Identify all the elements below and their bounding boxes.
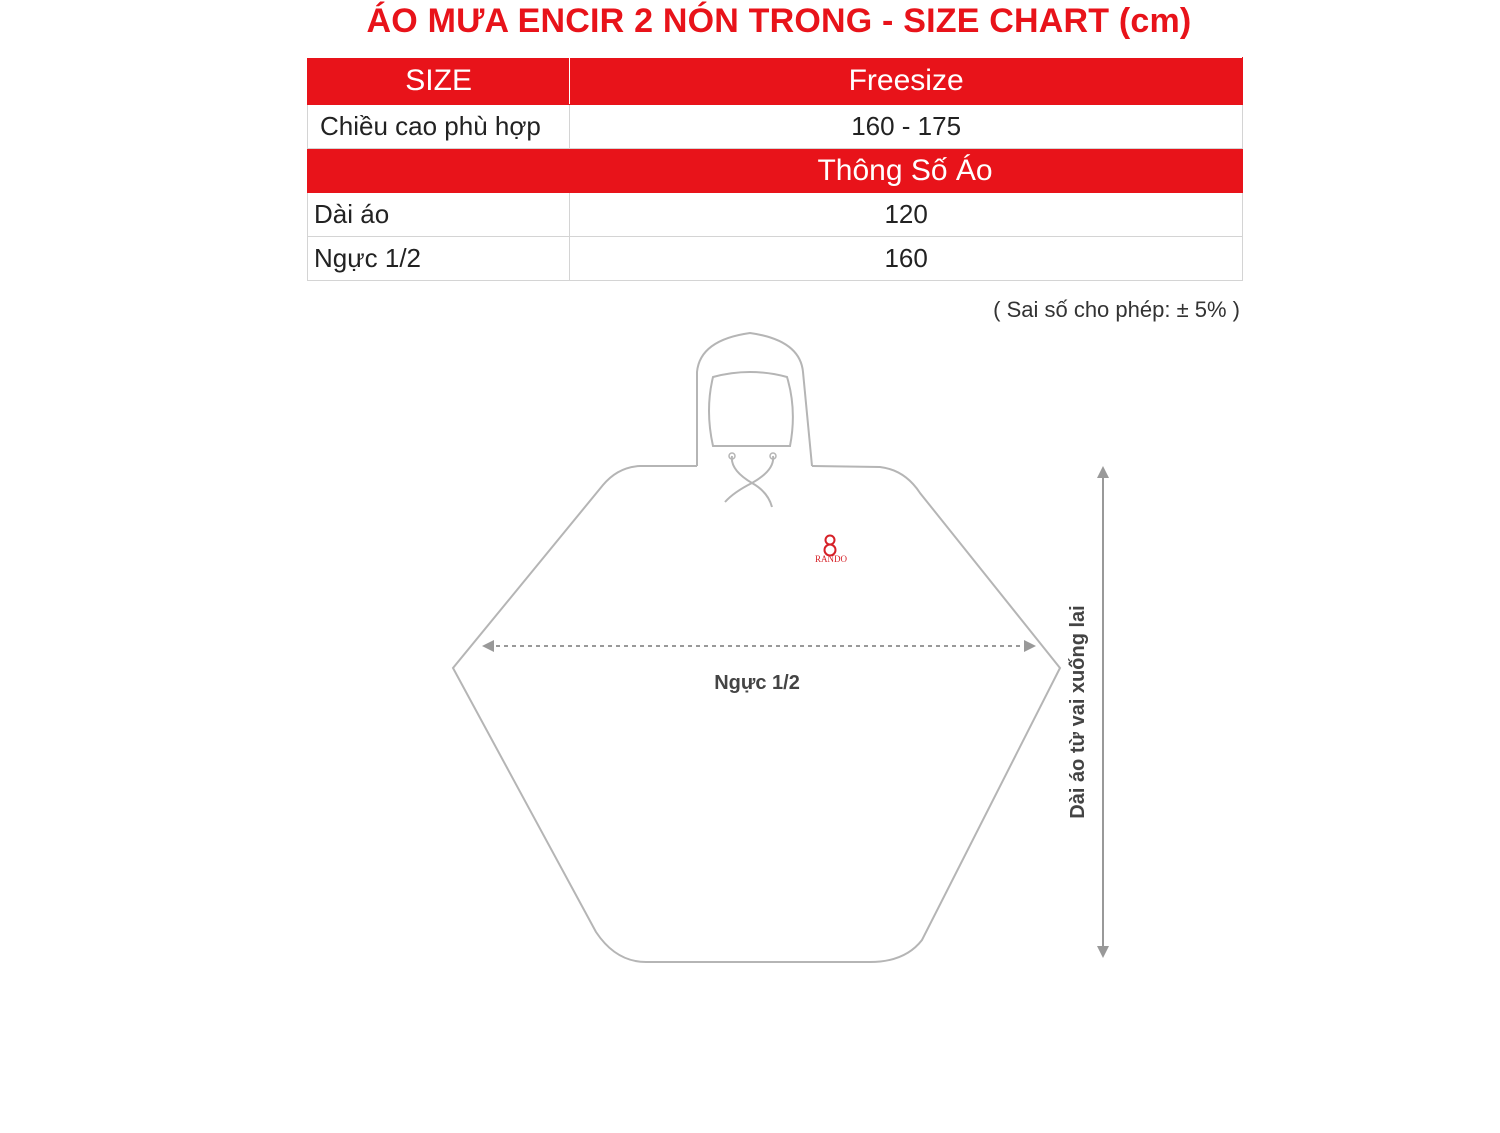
poncho-outline [453, 466, 1060, 962]
chest-dimension-label: Ngực 1/2 [714, 672, 800, 694]
drawstring-left [732, 456, 772, 507]
size-header-cell: SIZE [308, 58, 570, 105]
fit-height-label: Chiều cao phù hợp [308, 105, 570, 149]
chest-value: 160 [570, 237, 1243, 281]
length-dimension-label: Dài áo từ vai xuống lai [1067, 605, 1089, 819]
page-title: ÁO MƯA ENCIR 2 NÓN TRONG - SIZE CHART (cm) [366, 2, 1192, 40]
chest-label: Ngực 1/2 [308, 237, 570, 281]
hood-opening [709, 372, 793, 446]
length-value: 120 [570, 193, 1243, 237]
fit-height-value: 160 - 175 [570, 105, 1243, 149]
brand-logo-text: RANDO [814, 554, 848, 564]
length-label: Dài áo [308, 193, 570, 237]
tolerance-note: ( Sai số cho phép: ± 5% ) [993, 297, 1240, 322]
brand-logo [815, 536, 848, 565]
freesize-header-cell: Freesize [570, 58, 1243, 105]
section-title: Thông Số Áo [817, 153, 993, 187]
